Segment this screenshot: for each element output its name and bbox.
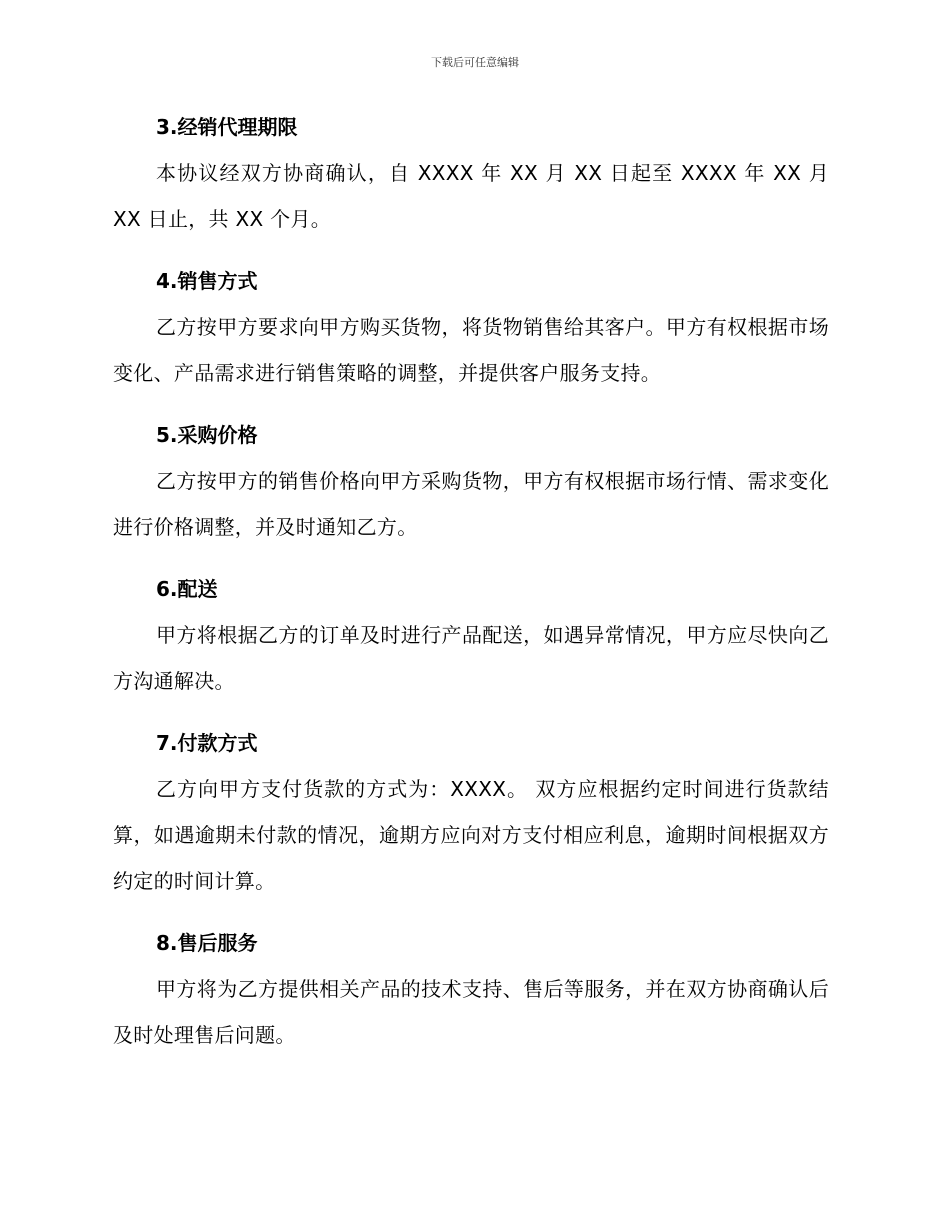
section-heading: 8.售后服务 xyxy=(156,931,258,955)
section-term xyxy=(113,104,829,242)
section-body: 甲方将根据乙方的订单及时进行产品配送，如遇异常情况，甲方应尽快向乙方沟通解决。 xyxy=(113,623,829,693)
section-payment xyxy=(113,720,829,904)
section-sales-method xyxy=(113,258,829,396)
document-content xyxy=(113,104,829,1074)
page-header: 下载后可任意编辑 xyxy=(431,56,519,69)
section-heading: 3.经销代理期限 xyxy=(156,115,298,139)
section-heading: 4.销售方式 xyxy=(156,269,258,293)
section-body: 甲方将为乙方提供相关产品的技术支持、售后等服务，并在双方协商确认后及时处理售后问题。 xyxy=(113,977,829,1047)
section-heading: 6.配送 xyxy=(156,577,218,601)
section-heading: 7.付款方式 xyxy=(156,731,258,755)
section-body: 乙方按甲方要求向甲方购买货物，将货物销售给其客户。甲方有权根据市场变化、产品需求进行销售策略的调整，并提供客户服务支持。 xyxy=(113,315,829,385)
section-body: 乙方按甲方的销售价格向甲方采购货物，甲方有权根据市场行情、需求变化进行价格调整，并及时通知乙方。 xyxy=(113,469,829,539)
section-body: 乙方向甲方支付货款的方式为：XXXX。 双方应根据约定时间进行货款结算，如遇逾期未付款的情况，逾期方应向对方支付相应利息，逾期时间根据双方约定的时间计算。 xyxy=(113,777,829,893)
section-purchase-price xyxy=(113,412,829,550)
section-delivery xyxy=(113,566,829,704)
section-after-sales xyxy=(113,920,829,1058)
section-heading: 5.采购价格 xyxy=(156,423,258,447)
section-body: 本协议经双方协商确认，自 XXXX 年 XX 月 XX 日起至 XXXX 年 XX 月 XX 日止，共 XX 个月。 xyxy=(113,161,829,231)
